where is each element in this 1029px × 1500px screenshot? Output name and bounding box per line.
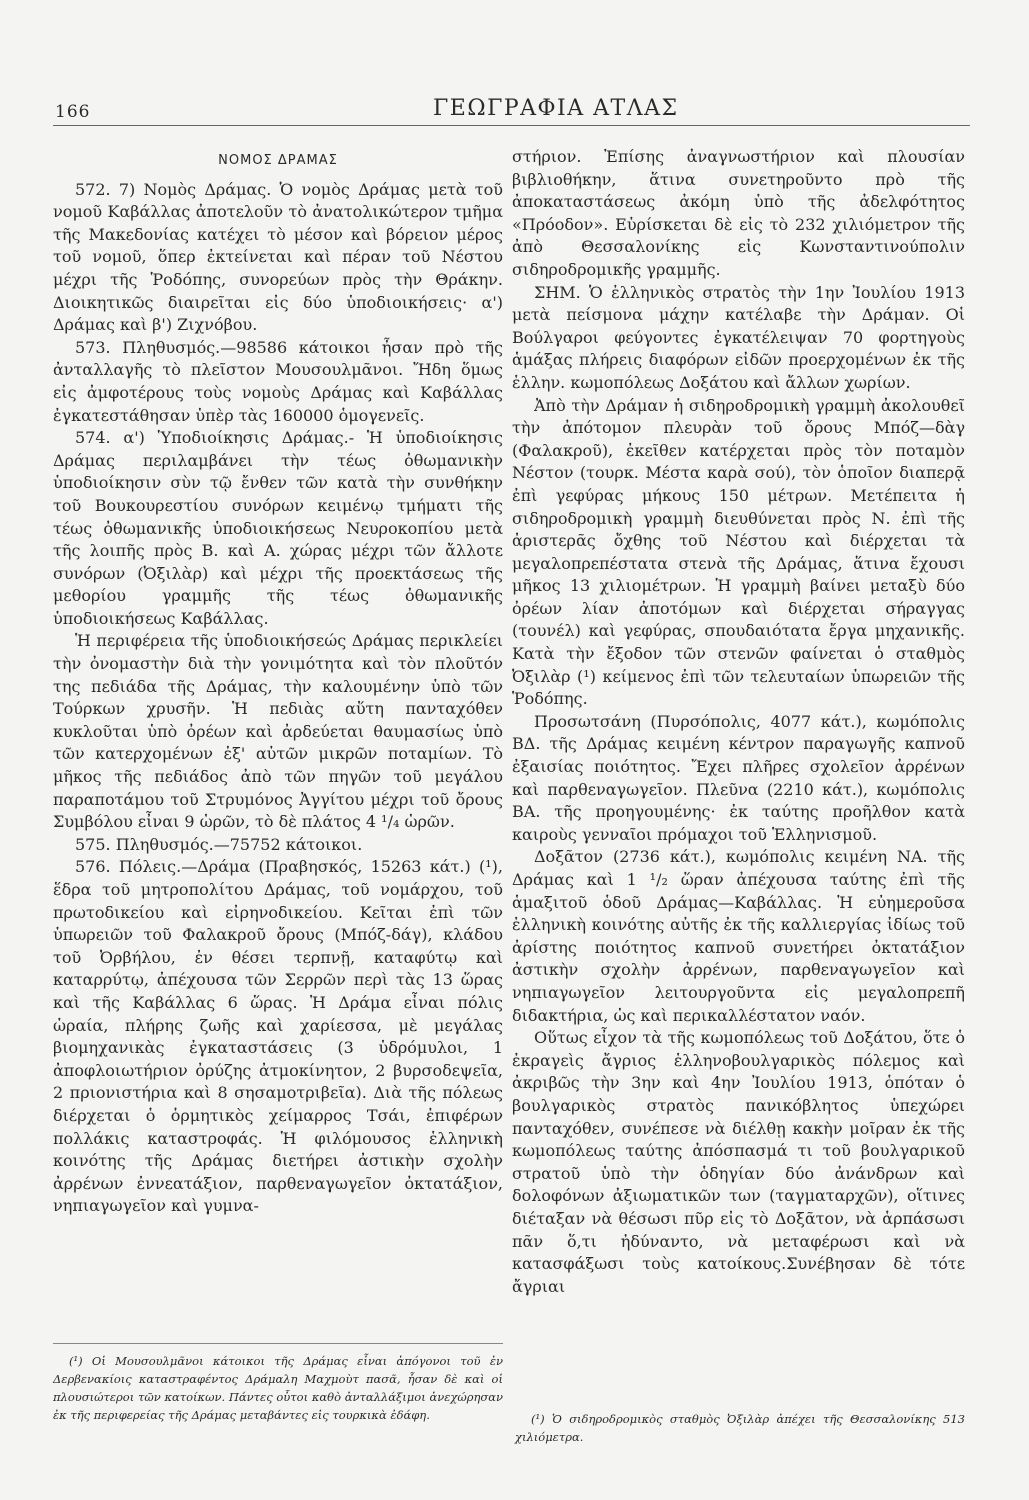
footnote-text: (¹) Οἱ Μουσουλμᾶνοι κάτοικοι τῆς Δράμας εἶναι ἀπόγονοι τοῦ ἐν Δερβενακίοις καταστραφέντος Δράμαλη Μαχμοὺτ πασᾶ, ἦσαν δὲ καὶ οἱ πλουσιώτεροι τῶν κατοίκων. Πάντες οὗτοι καθὸ ἀνταλλάξιμοι ἀνεχώρησαν ἐκ τῆς περιφερείας τῆς Δράμας μεταβάντες εἰς τουρκικὰ ἐδάφη. bbox=[53, 1354, 503, 1422]
footnote-rule bbox=[53, 1343, 503, 1344]
running-title: ΓΕΩΓΡΑΦΙΑ ΑΤΛΑΣ bbox=[433, 96, 679, 121]
paragraph-573: 573. Πληθυσμός.—98586 κάτοικοι ἦσαν πρὸ τῆς ἀνταλλαγῆς τὸ πλεῖστον Μουσουλμᾶνοι. Ἤδη ὅμως εἰς ἀμφοτέρους τοὺς νομοὺς Δράμας καὶ Καβάλλας ἐγκατεστάθησαν ὑπὲρ τὰς 160000 ὁμογενεῖς. bbox=[53, 337, 503, 425]
paragraph-war: Οὕτως εἶχον τὰ τῆς κωμοπόλεως τοῦ Δοξάτου, ὅτε ὁ ἐκραγεὶς ἄγριος ἑλληνοβουλγαρικὸς πόλεμος καὶ ἀκριβῶς τὴν 3ην καὶ 4ην Ἰουλίου 1913, ὁπόταν ὁ βουλγαρικὸς στρατὸς πανικόβλητος ὑπεχώρει πανταχόθεν, συνέπεσε νὰ διέλθῃ κακὴν μοῖραν ἐκ τῆς κωμοπόλεως ταύτης ἀπόσπασμά τι τοῦ βουλγαρικοῦ στρατοῦ ὑπὸ τὴν ὁδηγίαν δύο ἀνάνδρων καὶ δολοφόνων ἀξιωματικῶν των (ταγματαρχῶν), οἵτινες διέταξαν νὰ θέσωσι πῦρ εἰς τὸ Δοξᾶτον, νὰ ἁρπάσωσι πᾶν ὅ,τι ἠδύναντο, νὰ μεταφέρωσι καὶ νὰ κατασφάξωσι τοὺς κατοίκους.Συνέβησαν δὲ τότε ἄγριαι bbox=[512, 1028, 965, 1296]
right-column bbox=[512, 146, 965, 1298]
footnote-text: (¹) Ὁ σιδηροδρομικὸς σταθμὸς Ὀξιλὰρ ἀπέχει τῆς Θεσσαλονίκης 513 χιλιόμετρα. bbox=[515, 1412, 965, 1444]
paragraph-continued: στήριον. Ἐπίσης ἀναγνωστήριον καὶ πλουσίαν βιβλιοθήκην, ἅτινα συνετηροῦντο πρὸ τῆς ἀποκαταστάσεως ἀκόμη ὑπὸ τῆς ἀδελφότητος «Πρόοδον». Εὑρίσκεται δὲ εἰς τὸ 232 χιλιόμετρον τῆς ἀπὸ Θεσσαλονίκης εἰς Κωνσταντινούπολιν σιδηροδρομικῆς γραμμῆς. bbox=[512, 147, 965, 279]
paragraph-periphery: Ἡ περιφέρεια τῆς ὑποδιοικήσεώς Δράμας περικλείει τὴν ὀνομαστὴν διὰ τὴν γονιμότητα καὶ τὸν πλοῦτόν της πεδιάδα τῆς Δράμας, τὴν καλουμένην ὑπὸ τῶν Τούρκων χρυσῆν. Ἡ πεδιὰς αὕτη πανταχόθεν κυκλοῦται ὑπὸ ὀρέων καὶ ἀρδεύεται θαυμασίως ὑπὸ τῶν κατερχομένων ἐξ' αὐτῶν μικρῶν ποταμίων. Τὸ μῆκος τῆς πεδιάδος ἀπὸ τῶν πηγῶν τοῦ μεγάλου παραποτάμου τοῦ Στρυμόνος Ἀγγίτου μέχρι τοῦ ὄρους Συμβόλου εἶναι 9 ὡρῶν, τὸ δὲ πλάτος 4 ¹/₄ ὡρῶν. bbox=[53, 631, 503, 832]
section-title: ΝΟΜΟΣ ΔΡΑΜΑΣ bbox=[218, 153, 338, 168]
paragraph-doxaton: Δοξᾶτον (2736 κάτ.), κωμόπολις κειμένη ΝΑ. τῆς Δράμας καὶ 1 ¹/₂ ὥραν ἀπέχουσα ταύτης ἐπὶ τῆς ἁμαξιτοῦ ὁδοῦ Δράμας—Καβάλλας. Ἡ εὐημεροῦσα ἑλληνικὴ κοινότης αὐτῆς ἐκ τῆς καλλιεργίας ἰδίως τοῦ ἀρίστης ποιότητος καπνοῦ συνετήρει ὀκτατάξιον ἀστικὴν σχολὴν ἀρρένων, παρθεναγωγεῖον καὶ νηπιαγωγεῖον λειτουργοῦντα εἰς μεγαλοπρεπῆ διδακτήρια, ὡς καὶ περικαλλέστατον ναόν. bbox=[512, 847, 965, 1025]
paragraph-prosotsani: Προσωτσάνη (Πυρσόπολις, 4077 κάτ.), κωμόπολις ΒΔ. τῆς Δράμας κειμένη κέντρον παραγωγῆς καπνοῦ ἐξαισίας ποιότητος. Ἔχει πλῆρες σχολεῖον ἀρρένων καὶ παρθεναγωγεῖον. Πλεῦνα (2210 κάτ.), κωμόπολις ΒΑ. τῆς προηγουμένης· ἐκ ταύτης προῆλθον κατὰ καιροὺς γενναῖοι πρόμαχοι τοῦ Ἑλληνισμοῦ. bbox=[512, 711, 965, 844]
running-header bbox=[53, 96, 970, 126]
left-column bbox=[53, 146, 503, 1218]
footnote-left bbox=[53, 1352, 503, 1424]
paragraph-note: ΣΗΜ. Ὁ ἑλληνικὸς στρατὸς τὴν 1ην Ἰουλίου 1913 μετὰ πείσμονα μάχην κατέλαβε τὴν Δράμαν. Οἱ Βούλγαροι φεύγοντες ἐγκατέλειψαν 70 φορτηγοὺς ἁμάξας πλήρεις διαφόρων εἰδῶν προερχομένων ἐκ τῆς ἑλλην. κωμοπόλεως Δοξάτου καὶ ἄλλων χωρίων. bbox=[512, 282, 965, 392]
page-number: 166 bbox=[55, 102, 91, 122]
header-rule bbox=[53, 125, 970, 126]
paragraph-572: 572. 7) Νομὸς Δράμας. Ὁ νομὸς Δράμας μετὰ τοῦ νομοῦ Καβάλλας ἀποτελοῦν τὸ ἀνατολικώτερον τμῆμα τῆς Μακεδονίας κατέχει τὸ μέσον καὶ βόρειον μέρος τοῦ νομοῦ, ὅπερ ἐκτείνεται καὶ πέραν τοῦ Νέστου μέχρι τῆς Ῥοδόπης, συνορεύων πρὸς τὴν Θράκην. Διοικητικῶς διαιρεῖται εἰς δύο ὑποδιοικήσεις· α') Δράμας καὶ β') Ζιχνόβου. bbox=[53, 179, 503, 335]
paragraph-575: 575. Πληθυσμός.—75752 κάτοικοι. bbox=[75, 834, 363, 854]
paragraph-574: 574. α') Ὑποδιοίκησις Δράμας.- Ἡ ὑποδιοίκησις Δράμας περιλαμβάνει τὴν τέως ὀθωμανικὴν ὑποδιοίκησιν σὺν τῷ ἔνθεν τῶν κατὰ τὴν συνθήκην τοῦ Βουκουρεστίου συνόρων κειμένῳ τμήματι τῆς τέως ὀθωμανικῆς ὑποδιοικήσεως Νευροκοπίου μετὰ τῆς λοιπῆς πρὸς Β. καὶ Α. χώρας μέχρι τῶν ἄλλοτε συνόρων (Ὀξιλὰρ) καὶ μέχρι τῆς προεκτάσεως τῆς μεθορίου γραμμῆς τῆς τέως ὀθωμανικῆς ὑποδιοικήσεως Καβάλλας. bbox=[53, 428, 503, 628]
footnote-right bbox=[515, 1410, 965, 1446]
paragraph-576: 576. Πόλεις.—Δράμα (Πραβησκός, 15263 κάτ.) (¹), ἕδρα τοῦ μητροπολίτου Δράμας, τοῦ νομάρχου, τοῦ πρωτοδικείου καὶ εἰρηνοδικείου. Κεῖται ἐπὶ τῶν ὑπωρειῶν τοῦ Φαλακροῦ ὄρους (Μπόζ-δάγ), κλάδου τοῦ Ὀρβήλου, ἐν θέσει τερπνῇ, καταφύτῳ καὶ καταρρύτῳ, ἀπέχουσα τῶν Σερρῶν περὶ τὰς 13 ὥρας καὶ τῆς Καβάλλας 6 ὥρας. Ἡ Δράμα εἶναι πόλις ὡραία, πλήρης ζωῆς καὶ χαρίεσσα, μὲ μεγάλας βιομηχανικὰς ἐγκαταστάσεις (3 ὑδρόμυλοι, 1 ἀποφλοιωτήριον ὀρύζης ἀτμοκίνητον, 2 βυρσοδεψεῖα, 2 πριονιστήρια καὶ 8 σησαμοτριβεῖα). Διὰ τῆς πόλεως διέρχεται ὁ ὁρμητικὸς χείμαρρος Τσάι, ἐπιφέρων πολλάκις καταστροφάς. Ἡ φιλόμουσος ἑλληνικὴ κοινότης τῆς Δράμας διετήρει ἀστικὴν σχολὴν ἀρρένων ἐννεατάξιον, παρθεναγωγεῖον ὀκτατάξιον, νηπιαγωγεῖον καὶ γυμνα- bbox=[53, 857, 503, 1216]
paragraph-railway: Ἀπὸ τὴν Δράμαν ἡ σιδηροδρομικὴ γραμμὴ ἀκολουθεῖ τὴν ἀπότομον πλευρὰν τοῦ ὄρους Μπόζ—δὰγ (Φαλακροῦ), ἐκεῖθεν κατέρχεται πρὸς τὸν ποταμὸν Νέστον (τουρκ. Μέστα καρὰ σού), τὸν ὁποῖον διαπερᾷ ἐπὶ γεφύρας μήκους 150 μέτρων. Μετέπειτα ἡ σιδηροδρομικὴ γραμμὴ διευθύνεται πρὸς Ν. ἐπὶ τῆς ἀριστερᾶς ὄχθης τοῦ Νέστου καὶ διέρχεται τὰ μεγαλοπρεπέστατα στενὰ τῆς Δράμας, ἅτινα ἔχουσι μῆκος 13 χιλιομέτρων. Ἡ γραμμὴ βαίνει μεταξὺ δύο ὀρέων λίαν ἀποτόμων καὶ διέρχεται σήραγγας (τουνέλ) καὶ γεφύρας, σπουδαιότατα ἔργα μηχανικῆς. Κατὰ τὴν ἔξοδον τῶν στενῶν φαίνεται ὁ σταθμὸς Ὀξιλὰρ (¹) κείμενος ἐπὶ τῶν τελευταίων ὑπωρειῶν τῆς Ῥοδόπης. bbox=[512, 395, 965, 709]
